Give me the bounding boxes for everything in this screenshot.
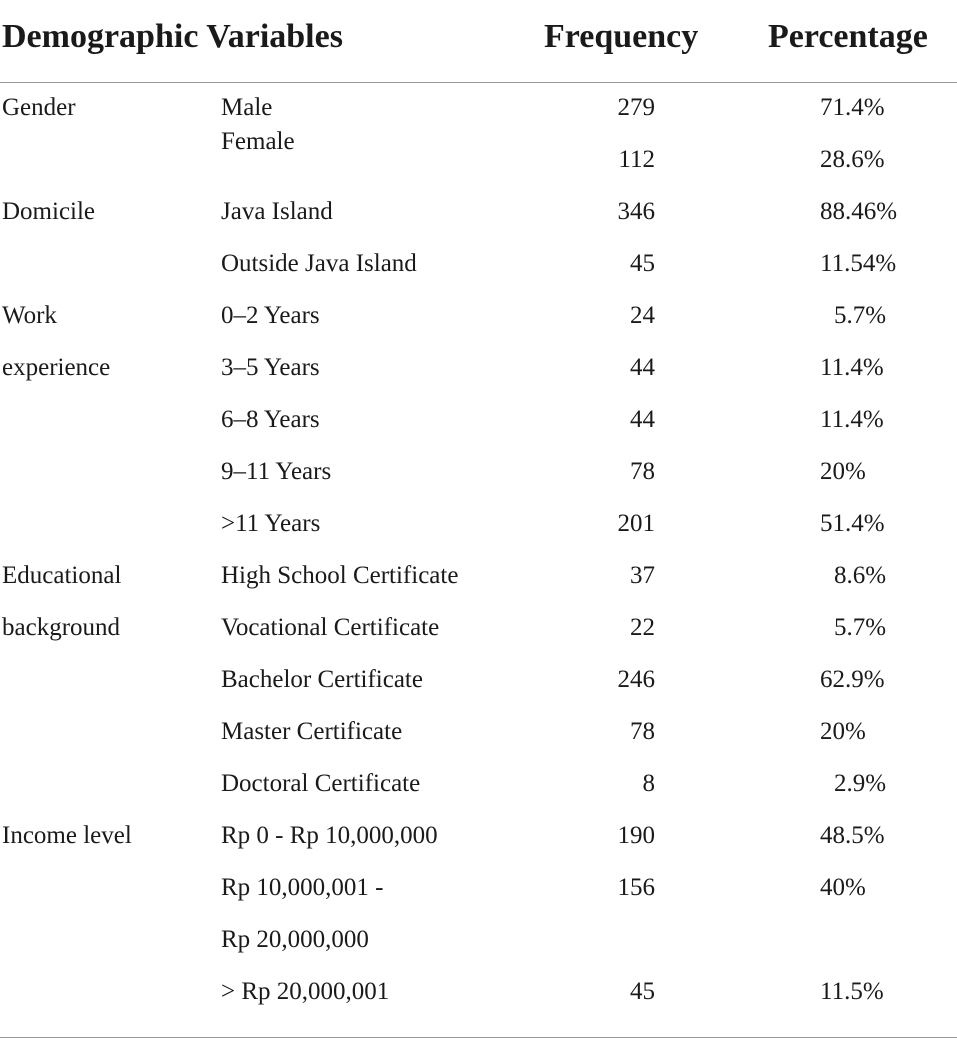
row-percentage: 40% [820, 874, 866, 901]
table-header [0, 0, 957, 83]
row-percentage: 20% [820, 458, 866, 485]
row-item: 0–2 Years [221, 302, 320, 329]
row-frequency: 156 [617, 874, 655, 901]
row-item: 6–8 Years [221, 406, 320, 433]
row-percentage: 5.7% [834, 614, 887, 641]
group-educational-background-line1: Educational [2, 562, 122, 589]
group-income-level: Income level [2, 822, 132, 849]
row-frequency: 78 [630, 718, 655, 745]
row-item: Outside Java Island [221, 250, 417, 277]
row-frequency: 246 [617, 666, 655, 693]
row-frequency: 8 [642, 770, 655, 797]
row-item-continuation: Rp 20,000,000 [221, 926, 369, 953]
row-item: 9–11 Years [221, 458, 332, 485]
row-percentage: 2.9% [834, 770, 887, 797]
row-percentage: 88.46% [820, 198, 898, 225]
row-item: Bachelor Certificate [221, 666, 423, 693]
row-frequency: 24 [630, 302, 655, 329]
row-percentage: 5.7% [834, 302, 887, 329]
group-work-experience-line2: experience [2, 354, 111, 381]
header-percentage: Percentage [768, 18, 928, 55]
group-work-experience-line1: Work [2, 302, 57, 329]
row-frequency: 22 [630, 614, 655, 641]
row-item: Rp 0 - Rp 10,000,000 [221, 822, 438, 849]
row-frequency: 37 [630, 562, 655, 589]
row-frequency: 346 [617, 198, 655, 225]
row-percentage: 11.4% [820, 354, 884, 381]
header-demographic-variables: Demographic Variables [2, 18, 343, 55]
row-frequency: 279 [617, 94, 655, 121]
row-frequency: 201 [617, 510, 655, 537]
row-item: Female [221, 128, 295, 155]
row-item: Rp 10,000,001 - [221, 874, 384, 901]
group-gender: Gender [2, 94, 76, 121]
row-percentage: 11.4% [820, 406, 884, 433]
row-item: Java Island [221, 198, 333, 225]
header-frequency: Frequency [544, 18, 699, 55]
row-frequency: 190 [617, 822, 655, 849]
row-item: >11 Years [221, 510, 321, 537]
row-frequency: 44 [630, 406, 655, 433]
table-bottom-rule [0, 1037, 957, 1038]
row-item: Vocational Certificate [221, 614, 440, 641]
row-percentage: 11.5% [820, 978, 884, 1005]
row-frequency: 45 [630, 250, 655, 277]
row-item: High School Certificate [221, 562, 459, 589]
row-frequency: 44 [630, 354, 655, 381]
group-domicile: Domicile [2, 198, 96, 225]
row-item: Master Certificate [221, 718, 403, 745]
row-percentage: 62.9% [820, 666, 885, 693]
row-frequency: 45 [630, 978, 655, 1005]
row-item: 3–5 Years [221, 354, 320, 381]
row-item: Male [221, 94, 273, 121]
row-percentage: 20% [820, 718, 866, 745]
row-percentage: 11.54% [820, 250, 897, 277]
row-frequency: 112 [618, 146, 655, 173]
row-percentage: 48.5% [820, 822, 885, 849]
row-item: > Rp 20,000,001 [221, 978, 390, 1005]
row-percentage: 51.4% [820, 510, 885, 537]
row-item: Doctoral Certificate [221, 770, 421, 797]
row-percentage: 71.4% [820, 94, 885, 121]
table-body [0, 83, 957, 1035]
group-educational-background-line2: background [2, 614, 121, 641]
row-percentage: 8.6% [834, 562, 887, 589]
row-frequency: 78 [630, 458, 655, 485]
row-percentage: 28.6% [820, 146, 885, 173]
